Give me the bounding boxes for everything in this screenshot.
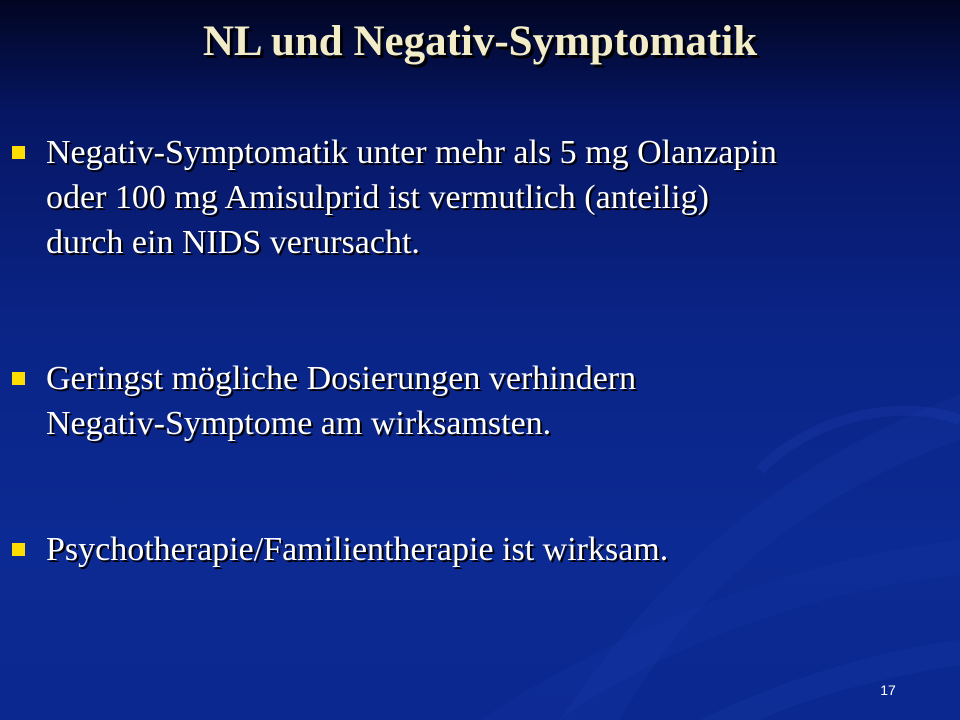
bullet-line: Geringst mögliche Dosierungen verhindern <box>46 360 637 397</box>
bullet-line: oder 100 mg Amisulprid ist vermutlich (anteilig) <box>46 179 709 216</box>
page-number: 17 <box>880 682 896 698</box>
bullet-text <box>46 130 946 265</box>
bullet-text <box>46 356 946 446</box>
slide-title: NL und Negativ-Symptomatik <box>202 18 758 65</box>
bullet-text <box>46 527 946 572</box>
square-bullet-icon <box>12 543 25 556</box>
square-bullet-icon <box>12 146 25 159</box>
bullet-line: Negativ-Symptomatik unter mehr als 5 mg Olanzapin <box>46 134 777 171</box>
bullet-line: durch ein NIDS verursacht. <box>46 224 420 261</box>
square-bullet-icon <box>12 372 25 385</box>
bullet-line: Psychotherapie/Familientherapie ist wirksam. <box>46 531 669 568</box>
bullet-line: Negativ-Symptome am wirksamsten. <box>46 405 552 442</box>
